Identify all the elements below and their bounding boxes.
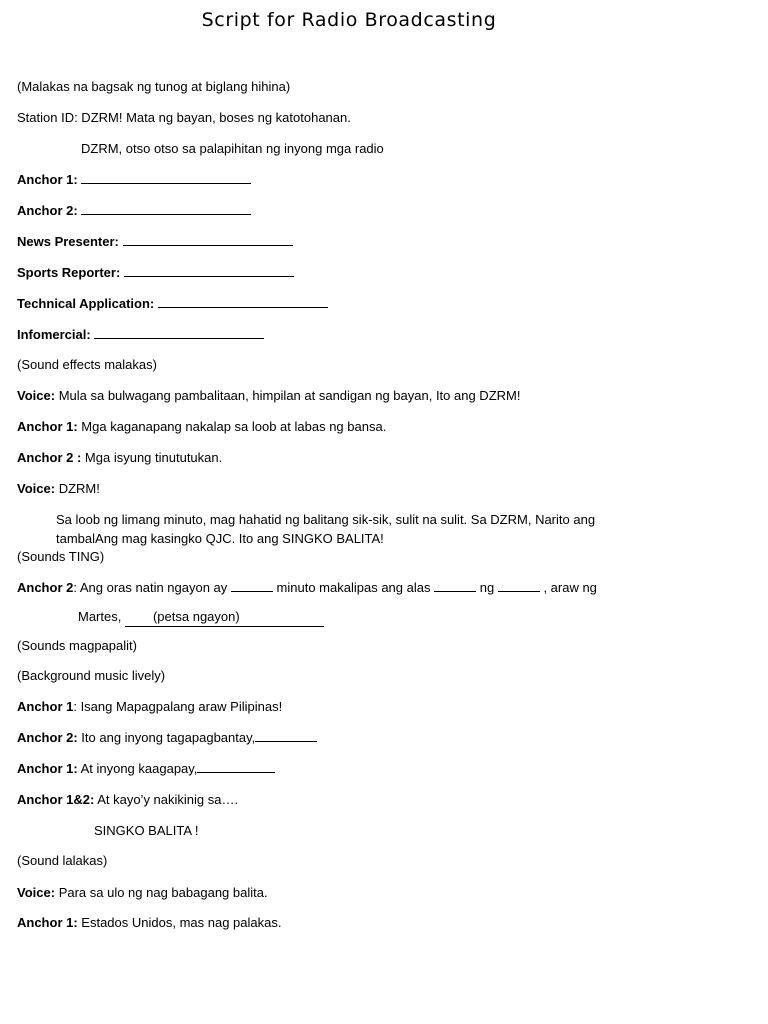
script-line [17,914,281,932]
dialogue-text: Mula sa bulwagang pambalitaan, himpilan at sandigan ng bayan, Ito ang DZRM! [58,388,521,403]
cast-technical-application [17,295,328,313]
stage-direction: (Malakas na bagsak ng tunog at biglang hihina) [17,79,291,94]
script-line [17,698,282,716]
script-line [17,418,386,436]
stage-direction: (Sound effects malakas) [17,357,157,372]
script-line [17,480,100,498]
fill-blank [498,579,540,592]
dialogue-text: At kayo’y nakikinig sa…. [97,792,239,807]
dialogue-text: Ito ang inyong tagapagbantay, [81,730,256,745]
script-line [17,791,238,809]
stage-direction: (Sounds magpapalit) [17,638,137,653]
dialogue-text: Martes, [78,609,122,624]
dialogue-text: DZRM! [58,481,100,496]
cast-anchor-1 [17,171,251,189]
cast-label: News Presenter: [17,234,119,249]
cast-infomercial [17,326,264,344]
stage-direction: (Sound lalakas) [17,853,108,868]
fill-blank [197,760,275,773]
dialogue-paragraph-line: tambalAng mag kasingko QJC. Ito ang SINGKO BALITA! [56,531,384,546]
script-line [17,729,317,747]
speaker-label: Voice: [17,885,56,900]
speaker-label: Anchor 1: [17,419,78,434]
speaker-label: Voice: [17,481,56,496]
date-placeholder: (petsa ngayon) [125,608,324,627]
speaker-label: Anchor 2 : [17,450,82,465]
script-line-time [17,579,597,597]
dialogue-text: At inyong kaagapay, [80,761,198,776]
fill-blank [434,579,476,592]
fill-blank [158,295,328,308]
program-name: SINGKO BALITA ! [94,823,199,838]
speaker-label: Anchor 1&2: [17,792,95,807]
speaker-label: Anchor 1: [17,915,78,930]
dialogue-text: ng [479,580,495,595]
speaker-label: Anchor 1: [17,761,78,776]
script-line-date [78,608,324,627]
script-line [17,449,222,467]
cast-news-presenter [17,233,293,251]
station-id-continuation: DZRM, otso otso sa palapihitan ng inyong mga radio [81,141,384,156]
document-title: Script for Radio Broadcasting [201,9,497,31]
fill-blank [231,579,273,592]
dialogue-text: minuto makalipas ang alas [276,580,431,595]
cast-label: Sports Reporter: [17,265,121,280]
dialogue-text: , araw ng [543,580,597,595]
dialogue-text: : Isang Mapagpalang araw Pilipinas! [73,699,283,714]
dialogue-text: Estados Unidos, mas nag palakas. [81,915,282,930]
cast-label: Anchor 1: [17,172,78,187]
cast-label: Infomercial: [17,327,91,342]
dialogue-paragraph-line: Sa loob ng limang minuto, mag hahatid ng balitang sik-sik, sulit na sulit. Sa DZRM, Narito ang [56,512,596,527]
stage-direction: (Background music lively) [17,668,166,683]
speaker-label: Anchor 2 [17,580,74,595]
script-line [17,760,275,778]
dialogue-text: Mga isyung tinututukan. [84,450,223,465]
cast-label: Anchor 2: [17,203,78,218]
stage-direction: (Sounds TING) [17,549,105,564]
script-line [17,387,520,405]
cast-label: Technical Application: [17,296,155,311]
station-id-line: Station ID: DZRM! Mata ng bayan, boses ng katotohanan. [17,110,351,125]
fill-blank [81,171,251,184]
script-line [17,884,268,902]
fill-blank [94,326,264,339]
dialogue-text: : Ang oras natin ngayon ay [73,580,228,595]
fill-blank [255,729,317,742]
dialogue-text: Mga kaganapang nakalap sa loob at labas ng bansa. [81,419,387,434]
cast-sports-reporter [17,264,294,282]
speaker-label: Anchor 2: [17,730,78,745]
fill-blank [124,264,294,277]
dialogue-text: Para sa ulo ng nag babagang balita. [58,885,268,900]
fill-blank [81,202,251,215]
fill-blank [123,233,293,246]
speaker-label: Anchor 1 [17,699,74,714]
speaker-label: Voice: [17,388,56,403]
cast-anchor-2 [17,202,251,220]
